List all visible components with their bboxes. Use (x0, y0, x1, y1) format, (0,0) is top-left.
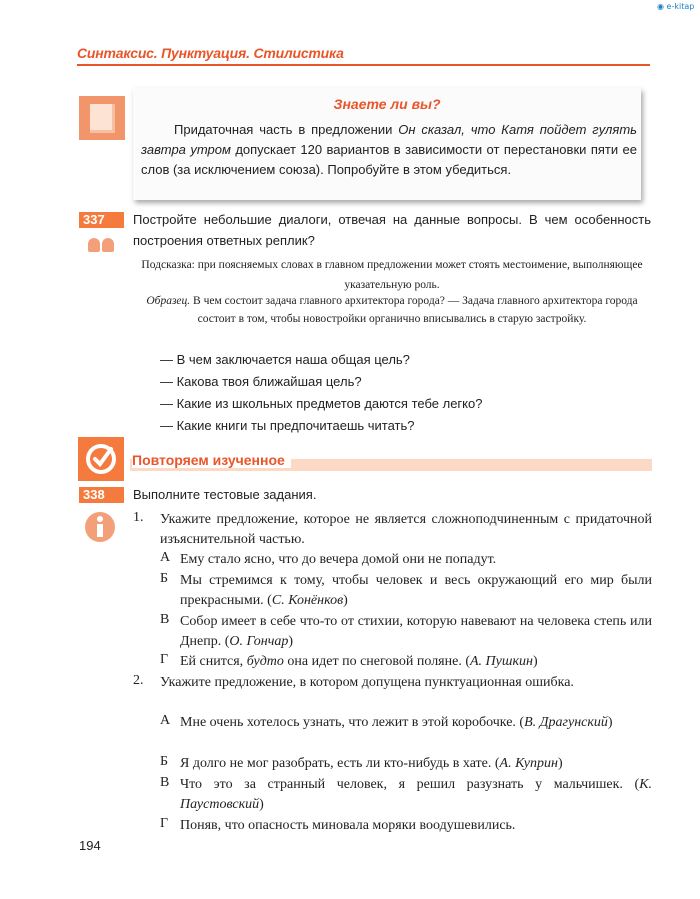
option-letter: Г (160, 652, 169, 667)
repeat-icon (78, 437, 124, 481)
option-letter: А (160, 713, 171, 728)
note-icon (79, 96, 125, 140)
answer-option: Поняв, что опасность миновала моряки воодушевились. (180, 818, 516, 833)
info-icon (83, 510, 117, 544)
task-337-text: Постройте небольшие диалоги, отвечая на данные вопросы. В чем особенность построения ответных реплик? (133, 212, 651, 248)
dialog-question: — В чем заключается наша общая цель? (160, 352, 410, 367)
question-text: Укажите предложение, которое не является сложноподчиненным с придаточной изъяснительной частью. (160, 512, 652, 547)
option-letter: Б (160, 571, 169, 586)
question-text: Укажите предложение, в котором допущена пунктуационная ошибка. (160, 675, 574, 690)
option-letter: А (160, 550, 171, 565)
pair-work-icon (86, 238, 116, 254)
option-letter: В (160, 775, 170, 790)
answer-option: Что это за странный человек, я решил разузнать у мальчишек. (К. Паустовский) (180, 777, 652, 812)
option-letter: Б (160, 754, 169, 769)
did-you-know-title: Знаете ли вы? (333, 96, 441, 112)
publisher-logo (657, 2, 694, 11)
question-number: 2. (133, 673, 144, 688)
section-title: Повторяем изученное (132, 452, 291, 468)
header-divider (77, 64, 650, 66)
logo-icon: ◉ (657, 2, 664, 11)
page-number: 194 (79, 838, 101, 853)
task-338-text: Выполните тестовые задания. (133, 487, 317, 502)
option-letter: Г (160, 816, 169, 831)
option-letter: В (160, 612, 170, 627)
answer-option: Мы стремимся к тому, чтобы человек и весь окружающий его мир были прекрасными. (С. Конёнков) (180, 573, 652, 608)
dialog-question: — Какие книги ты предпочитаешь читать? (160, 418, 415, 433)
page-header-title: Синтаксис. Пунктуация. Стилистика (77, 45, 344, 61)
did-you-know-text: Придаточная часть в предложении Он сказал, что Катя пойдет гулять завтра утром допускает 120 вариантов в зависимости от перестановки пяти ее слов (за исключением союза). Попробуйте в этом убедиться. (141, 122, 637, 177)
task-337-hint: Подсказка: при поясняемых словах в главном предложении может стоять местоимение, выполняющее указательную роль. (141, 259, 643, 291)
logo-text: e-kitap (666, 2, 695, 11)
task-number-337: 337 (79, 212, 124, 228)
dialog-question: — Какие из школьных предметов даются тебе легко? (160, 396, 483, 411)
answer-option: Я долго не мог разобрать, есть ли кто-нибудь в хате. (А. Куприн) (180, 756, 563, 771)
task-337-sample: Образец. В чем состоит задача главного архитектора города? — Задача главного архитектора города состоит в том, чтобы новостройки органично вписывались в старую застройку. (146, 295, 638, 325)
answer-option: Собор имеет в себе что-то от стихии, которую навевают на человека степь или Днепр. (О. Гончар) (180, 614, 652, 649)
answer-option: Ему стало ясно, что до вечера домой они не попадут. (180, 552, 497, 567)
answer-option: Ей снится, будто она идет по снеговой поляне. (А. Пушкин) (180, 654, 538, 669)
answer-option: Мне очень хотелось узнать, что лежит в этой коробочке. (В. Драгунский) (180, 715, 613, 730)
task-number-338: 338 (79, 487, 124, 503)
question-number: 1. (133, 510, 144, 525)
did-you-know-example: Он сказал, что Катя пойдет гулять завтра утром (141, 122, 637, 157)
dialog-question: — Какова твоя ближайшая цель? (160, 374, 362, 389)
did-you-know-box (133, 88, 641, 200)
